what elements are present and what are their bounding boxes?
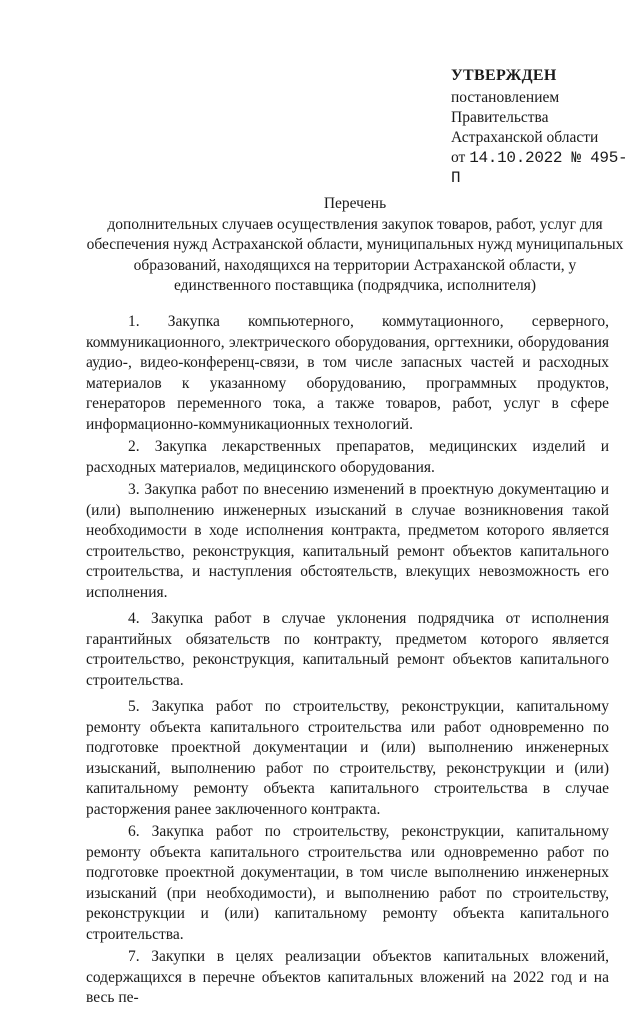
approval-date-line (451, 148, 631, 188)
list-item-2: 2. Закупка лекарственных препаратов, медицинских изделий и расходных материалов, медицинского оборудования. (86, 438, 609, 476)
list-item-5: 5. Закупка работ по строительству, реконструкции, капитальному ремонту объекта капитального строительства или работ одновременно по подготовке проектной документации и (или) выполнению инженерных изысканий, выполнению работ по строительству, реконструкции и (или) капитальному ремонту объекта капитального строительства в случае расторжения ранее заключенного контракта. (86, 698, 609, 818)
list-item-1: 1. Закупка компьютерного, коммутационного, серверного, коммуникационного, электрического оборудования, оргтехники, оборудования аудио-, видео-конференц-связи, в том числе запасных частей и расходных материалов к указанному оборудованию, программных продуктов, генераторов переменного тока, а также товаров, работ, услуг в сфере информационно-коммуникационных технологий. (86, 313, 609, 433)
list-item-6: 6. Закупка работ по строительству, реконструкции, капитальному ремонту объекта капитального строительства или одновременно работ по подготовке проектной документации, в том числе выполнению инженерных изысканий (при необходимости), и выполнению работ по строительству, реконструкции и (или) капитальному ремонту объекта капитального строительства. (86, 823, 609, 943)
document-title (85, 194, 625, 297)
approval-line-region: Астраханской области (451, 129, 599, 146)
title-heading: Перечень (323, 195, 387, 212)
approval-block (451, 66, 631, 188)
approval-line-decree: постановлением (451, 89, 560, 106)
document-body (86, 312, 609, 1011)
approval-heading: УТВЕРЖДЕН (451, 67, 557, 84)
approval-date-prefix: от (451, 149, 466, 166)
list-item-3: 3. Закупка работ по внесению изменений в проектную документацию и (или) выполнению инженерных изысканий в случае возникновения такой необходимости в ходе исполнения контракта, предметом которого является строительство, реконструкция, капитальный ремонт объектов капитального строительства, и наступления обстоятельств, влекущих невозможность его исполнения. (86, 481, 609, 601)
title-description: дополнительных случаев осуществления закупок товаров, работ, услуг для обеспечения нужд Астраханской области, муниципальных нужд муниципальных образований, находящихся на территории Астраханской области, у единственного поставщика (подрядчика, исполнителя) (86, 215, 624, 294)
approval-date-stamp: 14.10.2022 № 495-П (451, 149, 628, 187)
list-item-7: 7. Закупки в целях реализации объектов капитальных вложений, содержащихся в перечне объектов капитальных вложений на 2022 год и на весь пе- (86, 948, 609, 1006)
approval-line-government: Правительства (451, 109, 549, 126)
list-item-4: 4. Закупка работ в случае уклонения подрядчика от исполнения гарантийных обязательств по контракту, предметом которого является строительство, реконструкция, капитальный ремонт объектов капитального строительства. (86, 610, 609, 689)
